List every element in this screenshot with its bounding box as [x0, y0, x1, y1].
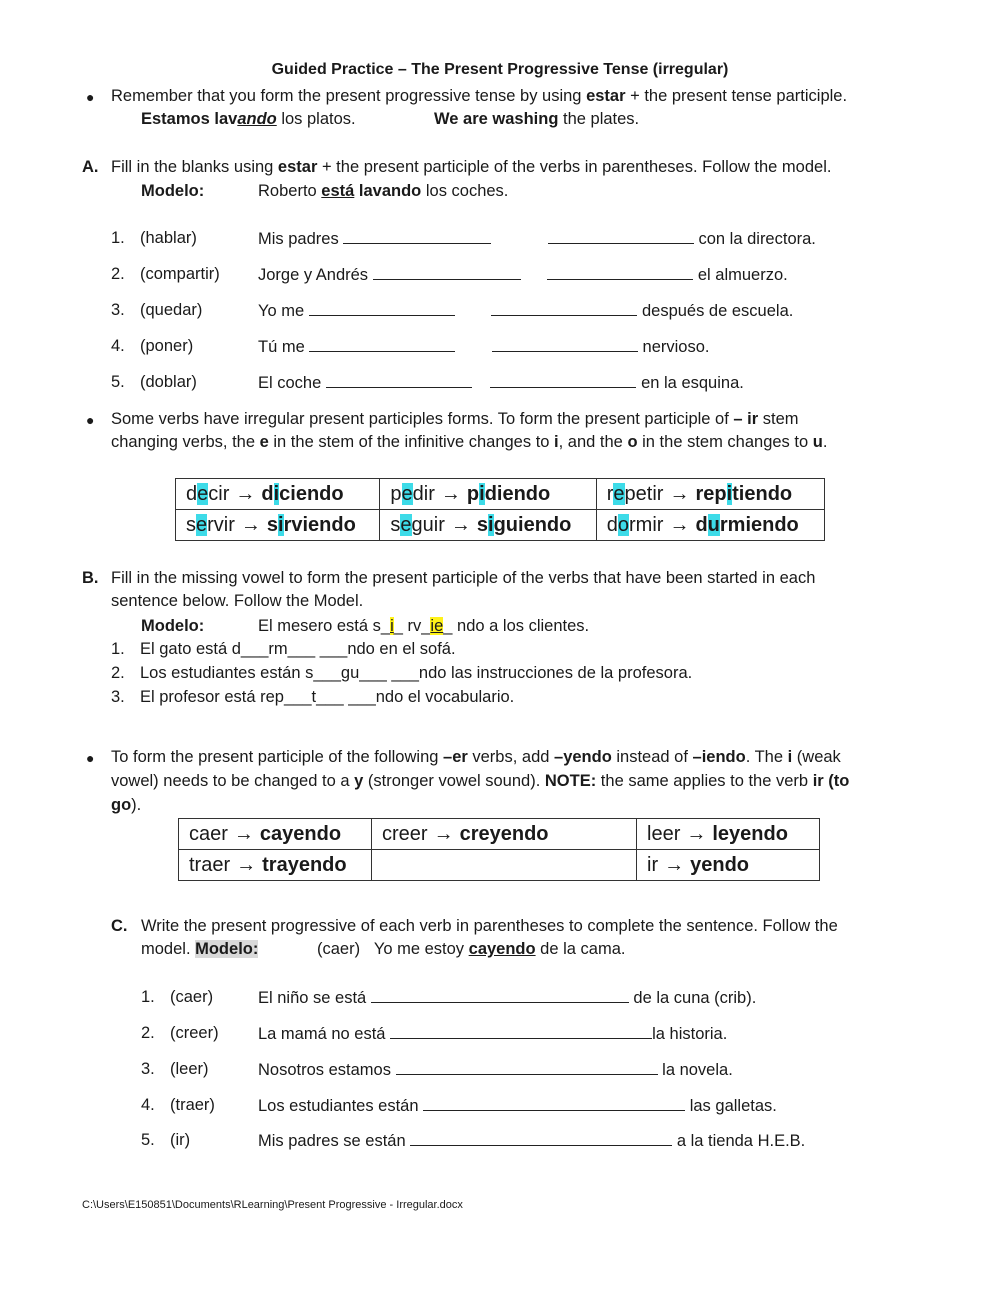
- section-a-item-sentence: [258, 229, 816, 249]
- participle-part: d: [261, 482, 274, 505]
- infinitive-part: s: [186, 513, 196, 536]
- answer-blank[interactable]: [490, 373, 636, 388]
- yendo-note-line-1: [111, 748, 841, 767]
- stem-table-cell: [596, 479, 824, 510]
- section-b-model-label: Modelo:: [141, 617, 205, 635]
- section-a-model-label: Modelo:: [141, 182, 205, 200]
- yendo-table-cell: [179, 819, 372, 850]
- item-subject: El coche: [258, 374, 322, 392]
- infinitive-part: d: [606, 513, 618, 536]
- note-text: the same applies to the verb: [596, 772, 813, 790]
- section-c-item-sentence: [258, 1024, 727, 1044]
- note-text: ).: [131, 796, 142, 814]
- infinitive-part: rmir: [629, 513, 664, 536]
- section-b-item: [111, 664, 692, 683]
- section-c-model: [317, 940, 625, 959]
- instr-pre: Fill in the blanks using: [111, 158, 278, 176]
- item-subject: La mamá no está: [258, 1025, 386, 1043]
- item-subject: Jorge y Andrés: [258, 266, 369, 284]
- section-c-item: [141, 988, 213, 1007]
- intro-text-pre: Remember that you form the present progressive tense by using: [111, 87, 587, 105]
- section-c-instructions-2: [141, 940, 258, 959]
- answer-blank[interactable]: [423, 1096, 685, 1111]
- infinitive-part: dir: [412, 482, 435, 505]
- yendo-note-line-2: [111, 772, 849, 791]
- participle-part: d: [695, 513, 708, 536]
- arrow-right-icon: →: [669, 513, 690, 536]
- infinitive-part: rvir: [207, 513, 235, 536]
- arrow-right-icon: →: [240, 513, 261, 536]
- infinitive-part: guir: [411, 513, 445, 536]
- participle: [477, 514, 571, 536]
- note-text: (weak: [792, 748, 841, 766]
- section-c-item: [141, 1131, 190, 1150]
- item-subject: Mis padres se están: [258, 1132, 406, 1150]
- model-bold: lavando: [354, 182, 422, 200]
- section-c-model-label: Modelo:: [195, 940, 259, 958]
- section-a-model: [258, 182, 508, 201]
- infinitive: creer: [382, 822, 428, 845]
- participle: [267, 514, 356, 536]
- participle: leyendo: [712, 822, 788, 845]
- arrow-right-icon: →: [235, 482, 256, 505]
- yendo-table-row: [179, 819, 820, 850]
- example-en-bold: We are washing: [434, 110, 559, 128]
- yendo-table: [178, 818, 820, 881]
- note-text: To form the present participle of the following: [111, 748, 444, 766]
- item-number: 1.: [111, 640, 125, 658]
- participle-stem-vowel: i: [488, 513, 494, 536]
- answer-blank[interactable]: [309, 301, 455, 316]
- section-b-instructions-2: sentence below. Follow the Model.: [111, 592, 364, 610]
- stem-note-text: in the stem changes to: [637, 433, 813, 451]
- stem-note-bold: u: [812, 433, 823, 451]
- stem-note-line-2: [111, 433, 827, 452]
- item-verb: (caer): [170, 988, 214, 1006]
- infinitive: caer: [189, 822, 228, 845]
- section-a-item: [111, 373, 197, 392]
- stem-table-cell: [176, 510, 380, 541]
- model-answer: cayendo: [468, 940, 536, 958]
- item-number: 1.: [141, 988, 155, 1006]
- item-number: 2.: [111, 664, 125, 682]
- section-b-letter: B.: [82, 569, 99, 587]
- yendo-table-row: [179, 850, 820, 881]
- participle: creyendo: [459, 822, 549, 845]
- infinitive-stem-vowel: e: [400, 513, 412, 536]
- item-number: 3.: [111, 688, 125, 706]
- note-bold: –yendo: [554, 748, 612, 766]
- section-a-item: [111, 229, 197, 248]
- arrow-right-icon: →: [433, 822, 454, 845]
- participle-part: s: [476, 513, 489, 536]
- participle-part: ciendo: [279, 482, 344, 505]
- infinitive-part: cir: [208, 482, 230, 505]
- participle-part: guiendo: [493, 513, 572, 536]
- item-ending: después de escuela.: [641, 302, 794, 320]
- participle: cayendo: [259, 822, 342, 845]
- section-c-instructions-1: Write the present progressive of each verb in parentheses to complete the sentence. Follow the: [141, 917, 838, 935]
- intro-text-post: + the present tense participle.: [625, 87, 848, 105]
- item-number: 2.: [111, 265, 125, 283]
- note-bold: go: [111, 796, 132, 814]
- infinitive-stem-vowel: e: [401, 482, 413, 505]
- item-verb: (ir): [170, 1131, 191, 1149]
- instr-pre: model.: [141, 940, 196, 958]
- stem-note-text: changing verbs, the: [111, 433, 260, 451]
- section-a-item-sentence: [258, 373, 744, 393]
- model-highlight: i: [390, 617, 394, 635]
- item-text[interactable]: El gato está d___rm___ ___ndo en el sofá.: [140, 640, 456, 658]
- section-a-item: [111, 265, 220, 284]
- model-post: de la cama.: [535, 940, 626, 958]
- item-ending: la novela.: [662, 1061, 733, 1079]
- model-text: _ rv_: [393, 617, 431, 635]
- infinitive: leer: [647, 822, 681, 845]
- participle-stem-vowel: i: [273, 482, 280, 505]
- section-a-instructions: [111, 158, 831, 177]
- answer-blank[interactable]: [548, 229, 694, 244]
- answer-blank[interactable]: [547, 265, 693, 280]
- item-verb: (quedar): [140, 301, 203, 319]
- stem-table-cell: [380, 510, 596, 541]
- note-text: . The: [745, 748, 788, 766]
- note-bold: i: [787, 748, 793, 766]
- infinitive: ir: [647, 853, 659, 876]
- participle-stem-vowel: i: [479, 482, 485, 505]
- stem-table-cell: [176, 479, 380, 510]
- note-text: vowel) needs to be changed to a: [111, 772, 355, 790]
- answer-blank[interactable]: [343, 229, 491, 244]
- participle: [695, 483, 792, 505]
- infinitive-part: r: [606, 482, 614, 505]
- participle-part: p: [466, 482, 480, 505]
- arrow-right-icon: →: [664, 853, 685, 876]
- stem-table-cell: [596, 510, 824, 541]
- participle-part: rmiendo: [719, 513, 799, 536]
- answer-blank[interactable]: [326, 373, 472, 388]
- participle-stem-vowel: i: [278, 513, 284, 536]
- model-underlined: está: [321, 182, 355, 200]
- item-text[interactable]: El profesor está rep___t___ ___ndo el vocabulario.: [140, 688, 515, 706]
- section-a-item: [111, 337, 193, 356]
- item-ending: a la tienda H.E.B.: [676, 1132, 806, 1150]
- answer-blank[interactable]: [410, 1131, 672, 1146]
- section-c-item-sentence: [258, 1060, 733, 1080]
- item-verb: (creer): [170, 1024, 219, 1042]
- stem-note-bold: e: [259, 433, 269, 451]
- answer-blank[interactable]: [492, 337, 638, 352]
- section-a-letter: A.: [82, 158, 99, 176]
- arrow-right-icon: →: [450, 513, 471, 536]
- item-verb: (hablar): [140, 229, 197, 247]
- section-b-model: [258, 617, 589, 636]
- note-text: instead of: [611, 748, 693, 766]
- stem-note-text: stem: [758, 410, 799, 428]
- item-subject: Nosotros estamos: [258, 1061, 391, 1079]
- section-c-item: [141, 1096, 215, 1115]
- stem-note-text: Some verbs have irregular present participles forms. To form the present participle of: [111, 410, 734, 428]
- section-c-item-sentence: [258, 988, 756, 1008]
- participle-part: tiendo: [732, 482, 793, 505]
- item-number: 3.: [141, 1060, 155, 1078]
- stem-change-table: [175, 478, 825, 541]
- section-a-item-sentence: [258, 301, 793, 321]
- section-c-item-sentence: [258, 1131, 805, 1151]
- section-b-item: [111, 688, 514, 707]
- section-c-item: [141, 1060, 209, 1079]
- worksheet-title: Guided Practice – The Present Progressive Tense (irregular): [271, 61, 729, 78]
- item-text[interactable]: Los estudiantes están s___gu___ ___ndo las instrucciones de la profesora.: [140, 664, 693, 682]
- item-verb: (poner): [140, 337, 194, 355]
- example-en-rest: the plates.: [558, 110, 640, 128]
- item-number: 2.: [141, 1024, 155, 1042]
- item-verb: (compartir): [140, 265, 220, 283]
- infinitive-stem-vowel: e: [197, 482, 209, 505]
- stem-table-row: [176, 479, 825, 510]
- section-a-item: [111, 301, 202, 320]
- note-text: verbs, add: [467, 748, 555, 766]
- instr-bold: estar: [277, 158, 318, 176]
- item-subject: Mis padres: [258, 230, 339, 248]
- note-bold: NOTE:: [544, 772, 597, 790]
- stem-note-line-1: [111, 410, 799, 429]
- yendo-table-cell: [372, 850, 637, 881]
- intro-example-es: [141, 110, 356, 129]
- bullet-icon: ●: [86, 750, 95, 766]
- note-bold: y: [354, 772, 364, 790]
- infinitive-stem-vowel: e: [613, 482, 625, 505]
- section-c-letter: C.: [111, 917, 128, 935]
- item-ending: nervioso.: [642, 338, 710, 356]
- instr-post: + the present participle of the verbs in parentheses. Follow the model.: [317, 158, 832, 176]
- participle-stem-vowel: i: [726, 482, 733, 505]
- infinitive-stem-vowel: e: [196, 513, 208, 536]
- infinitive-stem-vowel: o: [617, 513, 629, 536]
- item-ending: en la esquina.: [641, 374, 744, 392]
- stem-note-bold: o: [627, 433, 638, 451]
- item-verb: (doblar): [140, 373, 197, 391]
- arrow-right-icon: →: [440, 482, 461, 505]
- bullet-icon: ●: [86, 412, 95, 428]
- yendo-table-cell: [372, 819, 637, 850]
- section-b-instructions-1: Fill in the missing vowel to form the present participle of the verbs that have been started in each: [111, 569, 816, 587]
- infinitive-part: d: [186, 482, 198, 505]
- answer-blank[interactable]: [373, 265, 521, 280]
- arrow-right-icon: →: [233, 822, 254, 845]
- item-number: 4.: [141, 1096, 155, 1114]
- note-bold: –er: [443, 748, 468, 766]
- section-c-item: [141, 1024, 219, 1043]
- item-verb: (traer): [170, 1096, 215, 1114]
- example-es-ending: ando: [237, 110, 277, 128]
- infinitive-part: petir: [624, 482, 664, 505]
- stem-note-text: .: [822, 433, 828, 451]
- example-es-rest: los platos.: [276, 110, 356, 128]
- participle-part: s: [266, 513, 279, 536]
- yendo-table-cell: [637, 819, 820, 850]
- participle-stem-vowel: u: [707, 513, 720, 536]
- section-b-item: [111, 640, 456, 659]
- arrow-right-icon: →: [669, 482, 690, 505]
- model-pre: Yo me estoy: [373, 940, 469, 958]
- item-number: 1.: [111, 229, 125, 247]
- item-subject: Yo me: [258, 302, 305, 320]
- item-number: 3.: [111, 301, 125, 319]
- yendo-table-cell: [637, 850, 820, 881]
- item-number: 4.: [111, 337, 125, 355]
- participle: [467, 483, 550, 505]
- note-bold: ir (to: [812, 772, 850, 790]
- infinitive-part: p: [390, 482, 402, 505]
- item-ending: con la directora.: [698, 230, 816, 248]
- answer-blank[interactable]: [371, 988, 629, 1003]
- participle-part: rep: [695, 482, 727, 505]
- intro-example-en: [434, 110, 639, 129]
- item-ending: de la cuna (crib).: [633, 989, 757, 1007]
- answer-blank[interactable]: [309, 337, 455, 352]
- stem-table-row: [176, 510, 825, 541]
- model-post: los coches.: [421, 182, 509, 200]
- item-ending: las galletas.: [689, 1097, 777, 1115]
- item-subject: Los estudiantes están: [258, 1097, 419, 1115]
- intro-bold: estar: [586, 87, 626, 105]
- item-subject: Tú me: [258, 338, 305, 356]
- participle-part: rviendo: [283, 513, 356, 536]
- stem-note-text: , and the: [558, 433, 628, 451]
- stem-table-cell: [380, 479, 596, 510]
- arrow-right-icon: →: [236, 853, 257, 876]
- answer-blank[interactable]: [491, 301, 637, 316]
- model-pre: Roberto: [258, 182, 322, 200]
- item-number: 5.: [141, 1131, 155, 1149]
- stem-note-bold: i: [554, 433, 559, 451]
- participle-part: diendo: [484, 482, 551, 505]
- item-ending: el almuerzo.: [697, 266, 788, 284]
- stem-note-bold: – ir: [733, 410, 759, 428]
- section-a-item-sentence: [258, 265, 788, 285]
- model-text: _ ndo a los clientes.: [443, 617, 590, 635]
- answer-blank[interactable]: [390, 1024, 652, 1039]
- note-text: (stronger vowel sound).: [363, 772, 545, 790]
- intro-text: [111, 87, 847, 106]
- participle: yendo: [690, 853, 750, 876]
- yendo-table-cell: [179, 850, 372, 881]
- example-es-bold: Estamos lav: [141, 110, 238, 128]
- answer-blank[interactable]: [396, 1060, 658, 1075]
- participle: [695, 514, 798, 536]
- item-subject: El niño se está: [258, 989, 367, 1007]
- model-text: El mesero está s_: [258, 617, 391, 635]
- bullet-icon: ●: [86, 89, 95, 105]
- item-ending: la historia.: [652, 1025, 728, 1043]
- model-highlight: ie: [430, 617, 444, 635]
- arrow-right-icon: →: [686, 822, 707, 845]
- item-number: 5.: [111, 373, 125, 391]
- infinitive: traer: [189, 853, 231, 876]
- document-path-footer: C:\Users\E150851\Documents\RLearning\Present Progressive - Irregular.docx: [82, 1199, 463, 1211]
- section-a-item-sentence: [258, 337, 710, 357]
- note-bold: –iendo: [692, 748, 746, 766]
- section-c-item-sentence: [258, 1096, 777, 1116]
- model-verb: (caer): [317, 940, 361, 958]
- item-verb: (leer): [170, 1060, 209, 1078]
- yendo-note-line-3: [111, 796, 141, 815]
- participle: [261, 483, 343, 505]
- participle: trayendo: [262, 853, 347, 876]
- infinitive-part: s: [390, 513, 401, 536]
- stem-note-text: in the stem of the infinitive changes to: [268, 433, 555, 451]
